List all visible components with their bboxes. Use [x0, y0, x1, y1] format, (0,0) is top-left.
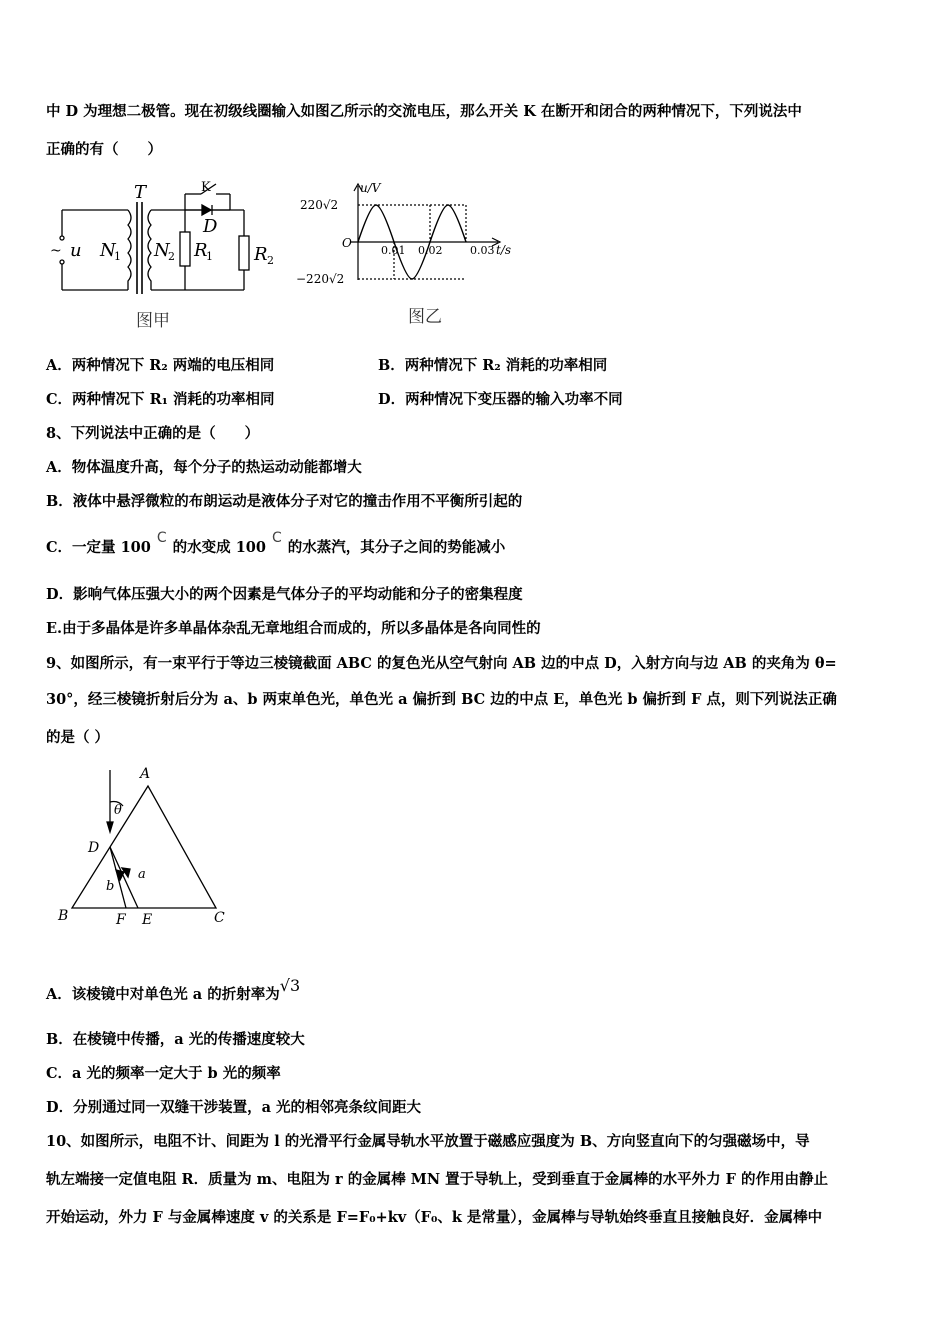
q7-stem-line1: 中 D 为理想二极管。现在初级线圈输入如图乙所示的交流电压，那么开关 K 在断开和闭合的两种情况下，下列说法中 — [46, 103, 802, 120]
label-u: u — [70, 240, 82, 261]
q7-option-b[interactable]: B．两种情况下 R₂ 消耗的功率相同 — [378, 357, 608, 374]
label-R1-sub: 1 — [206, 250, 213, 263]
label-N2: N — [154, 240, 170, 261]
prism-label-ray-a: a — [138, 867, 146, 882]
q9-stem-line3: 的是（ ） — [46, 729, 110, 746]
q9-option-c[interactable]: C．a 光的频率一定大于 b 光的频率 — [46, 1065, 281, 1082]
q8-option-e[interactable]: E.由于多晶体是许多单晶体杂乱无章地组合而成的，所以多晶体是各向同性的 — [46, 620, 541, 637]
q9-stem-line2: 30°，经三棱镜折射后分为 a、b 两束单色光，单色光 a 偏折到 BC 边的中点 E，单色光 b 偏折到 F 点，则下列说法正确 — [46, 691, 837, 708]
q8-c-part1: C．一定量 100 — [46, 539, 151, 556]
label-N1-sub: 1 — [114, 250, 121, 263]
graph-origin: O — [342, 236, 352, 250]
q8-option-a[interactable]: A．物体温度升高，每个分子的热运动动能都增大 — [46, 459, 362, 476]
prism-label-b-vertex: B — [58, 908, 69, 924]
degree-unit-1: C — [156, 530, 167, 546]
q10-stem-line3: 开始运动，外力 F 与金属棒速度 v 的关系是 F=F₀+kv（F₀、k 是常量），金属棒与导轨始终垂直且接触良好．金属棒中 — [46, 1209, 823, 1226]
graph-t2: 0.02 — [418, 244, 443, 257]
label-R1: R — [194, 240, 208, 261]
fig-yi-caption: 图乙 — [408, 307, 442, 327]
q8-c-part3: 的水蒸汽，其分子之间的势能减小 — [287, 539, 506, 556]
graph-t1: 0.01 — [381, 244, 406, 257]
q9-a-value: √3 — [279, 976, 301, 995]
label-T: T — [134, 182, 147, 203]
q8-option-c[interactable] — [46, 530, 506, 558]
q9-stem-line1: 9、如图所示，有一束平行于等边三棱镜截面 ABC 的复色光从空气射向 AB 边的中点 D，入射方向与边 AB 的夹角为 θ= — [46, 655, 837, 672]
q9-option-a[interactable] — [46, 976, 301, 1005]
q7-stem-line2: 正确的有（ ） — [46, 141, 162, 158]
graph-xlabel: t/s — [496, 243, 512, 257]
q8-c-part2: 的水变成 100 — [172, 539, 266, 556]
q10-stem-line1: 10、如图所示，电阻不计、间距为 l 的光滑平行金属导轨水平放置于磁感应强度为 B、方向竖直向下的匀强磁场中，导 — [46, 1133, 810, 1150]
prism-label-c-vertex: C — [214, 910, 225, 926]
q7-option-a[interactable]: A．两种情况下 R₂ 两端的电压相同 — [46, 357, 275, 374]
graph-t3: 0.03 — [470, 244, 495, 257]
q10-stem-line2: 轨左端接一定值电阻 R．质量为 m、电阻为 r 的金属棒 MN 置于导轨上，受到垂直于金属棒的水平外力 F 的作用由静止 — [46, 1171, 829, 1188]
q9-option-d[interactable]: D．分别通过同一双缝干涉装置，a 光的相邻亮条纹间距大 — [46, 1099, 422, 1116]
label-R2: R — [254, 244, 268, 265]
q9-a-text: A．该棱镜中对单色光 a 的折射率为 — [46, 986, 280, 1003]
prism-label-ray-b: b — [106, 879, 115, 894]
fig-jia-caption: 图甲 — [136, 311, 170, 331]
voltage-graph — [296, 180, 526, 290]
source-tilde-icon: ~ — [50, 243, 62, 259]
q8-option-b[interactable]: B．液体中悬浮微粒的布朗运动是液体分子对它的撞击作用不平衡所引起的 — [46, 493, 523, 510]
label-R2-sub: 2 — [267, 254, 274, 267]
graph-ymax: 220√2 — [300, 198, 339, 212]
q7-option-d[interactable]: D．两种情况下变压器的输入功率不同 — [378, 391, 623, 408]
prism-label-e: E — [142, 912, 153, 928]
q7-option-c[interactable]: C．两种情况下 R₁ 消耗的功率相同 — [46, 391, 275, 408]
prism-label-theta: θ — [114, 803, 122, 818]
q9-option-b[interactable]: B．在棱镜中传播，a 光的传播速度较大 — [46, 1031, 305, 1048]
q8-stem: 8、下列说法中正确的是（ ） — [46, 425, 260, 442]
degree-unit-2: C — [271, 530, 282, 546]
label-N1: N — [100, 240, 116, 261]
label-D: D — [203, 216, 218, 237]
prism-label-d: D — [88, 840, 100, 856]
prism-label-f: F — [116, 912, 126, 928]
label-N2-sub: 2 — [168, 250, 175, 263]
label-K: K — [201, 180, 211, 195]
circuit-diagram — [48, 180, 298, 300]
prism-label-a-vertex: A — [140, 766, 151, 782]
graph-ymin: −220√2 — [296, 272, 345, 286]
graph-ylabel: u/V — [360, 181, 381, 195]
prism-diagram — [52, 760, 242, 930]
q8-option-d[interactable]: D．影响气体压强大小的两个因素是气体分子的平均动能和分子的密集程度 — [46, 586, 523, 603]
